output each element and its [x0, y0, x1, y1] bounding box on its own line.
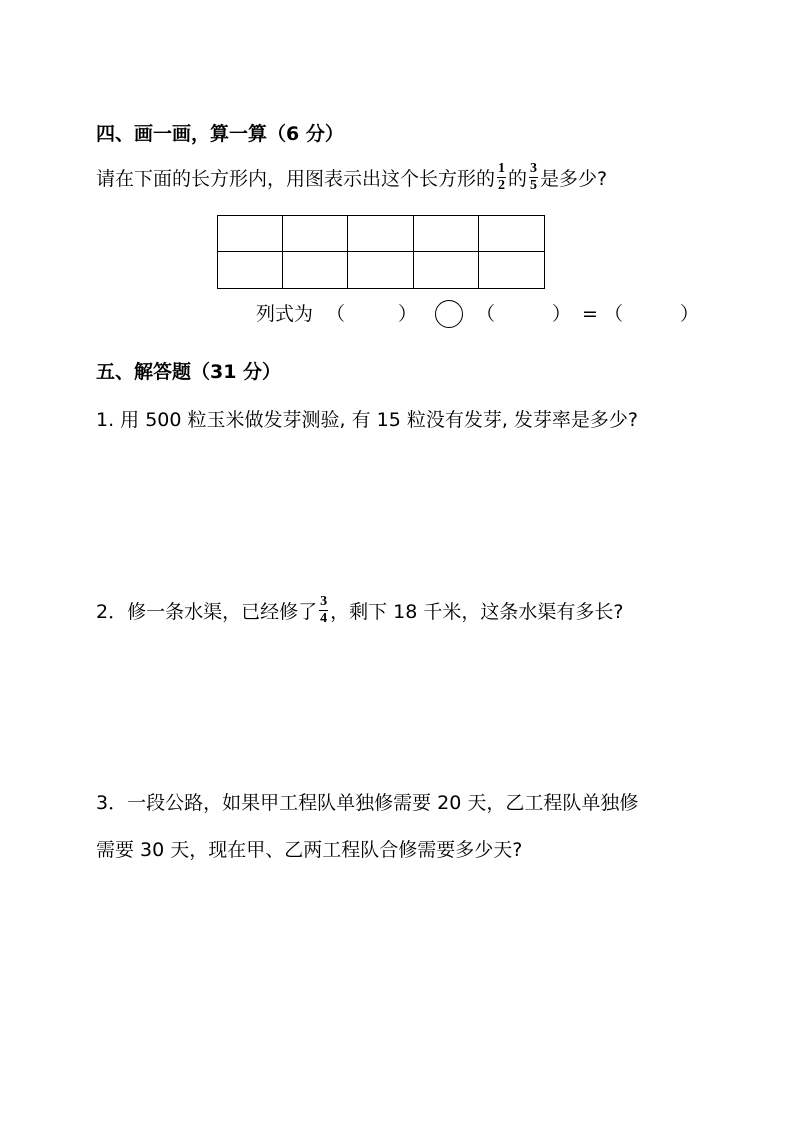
formula-close-paren-2: ）	[552, 303, 572, 325]
fraction-denominator: 4	[320, 611, 328, 626]
formula-open-paren-2: （	[476, 303, 496, 325]
section4-heading: 四、画一画，算一算（6 分）	[96, 123, 344, 145]
grid-cell[interactable]	[283, 216, 348, 252]
fraction-three-quarters	[319, 595, 328, 626]
prompt-text-mid: 的	[508, 168, 528, 190]
question-2-text-before: 2．修一条水渠，已经修了	[96, 601, 318, 623]
question-2-text-after: ，剩下 18 千米，这条水渠有多长?	[330, 601, 624, 623]
fraction-one-half	[497, 162, 506, 193]
question-3-line-2: 需要 30 天，现在甲、乙两工程队合修需要多少天?	[96, 839, 523, 861]
question-1: 1. 用 500 粒玉米做发芽测验, 有 15 粒没有发芽, 发芽率是多少?	[96, 409, 639, 431]
formula-equals: =	[582, 303, 598, 325]
grid-cell[interactable]	[414, 216, 479, 252]
section5-heading: 五、解答题（31 分）	[96, 361, 282, 383]
grid-cell[interactable]	[479, 252, 544, 288]
formula-blank-1[interactable]	[342, 300, 392, 328]
fraction-denominator: 5	[530, 178, 538, 193]
fraction-numerator: 3	[320, 594, 328, 609]
formula-blank-3[interactable]	[622, 300, 674, 328]
grid-cell[interactable]	[283, 252, 348, 288]
fraction-numerator: 1	[498, 161, 506, 176]
fraction-three-fifths	[529, 162, 538, 193]
grid-cell[interactable]	[218, 216, 283, 252]
drawing-rectangle-grid[interactable]	[217, 215, 545, 289]
question-3-line-1: 3．一段公路，如果甲工程队单独修需要 20 天，乙工程队单独修	[96, 792, 639, 814]
formula-close-paren-3: ）	[680, 303, 700, 325]
formula-blank-2[interactable]	[494, 300, 546, 328]
formula-open-paren-3: （	[604, 303, 624, 325]
section4-prompt	[96, 161, 608, 195]
formula-close-paren-1: ）	[398, 303, 418, 325]
grid-cell[interactable]	[414, 252, 479, 288]
grid-cell[interactable]	[348, 252, 413, 288]
prompt-text-after: 是多少?	[540, 168, 608, 190]
fraction-numerator: 3	[530, 161, 538, 176]
formula-open-paren-1: （	[326, 303, 346, 325]
grid-cell[interactable]	[479, 216, 544, 252]
operator-circle-blank[interactable]	[435, 300, 463, 328]
formula-label: 列式为	[256, 303, 314, 325]
grid-cell[interactable]	[218, 252, 283, 288]
prompt-text-before: 请在下面的长方形内，用图表示出这个长方形的	[96, 168, 496, 190]
grid-cell[interactable]	[348, 216, 413, 252]
question-2	[96, 594, 624, 628]
fraction-denominator: 2	[498, 178, 506, 193]
